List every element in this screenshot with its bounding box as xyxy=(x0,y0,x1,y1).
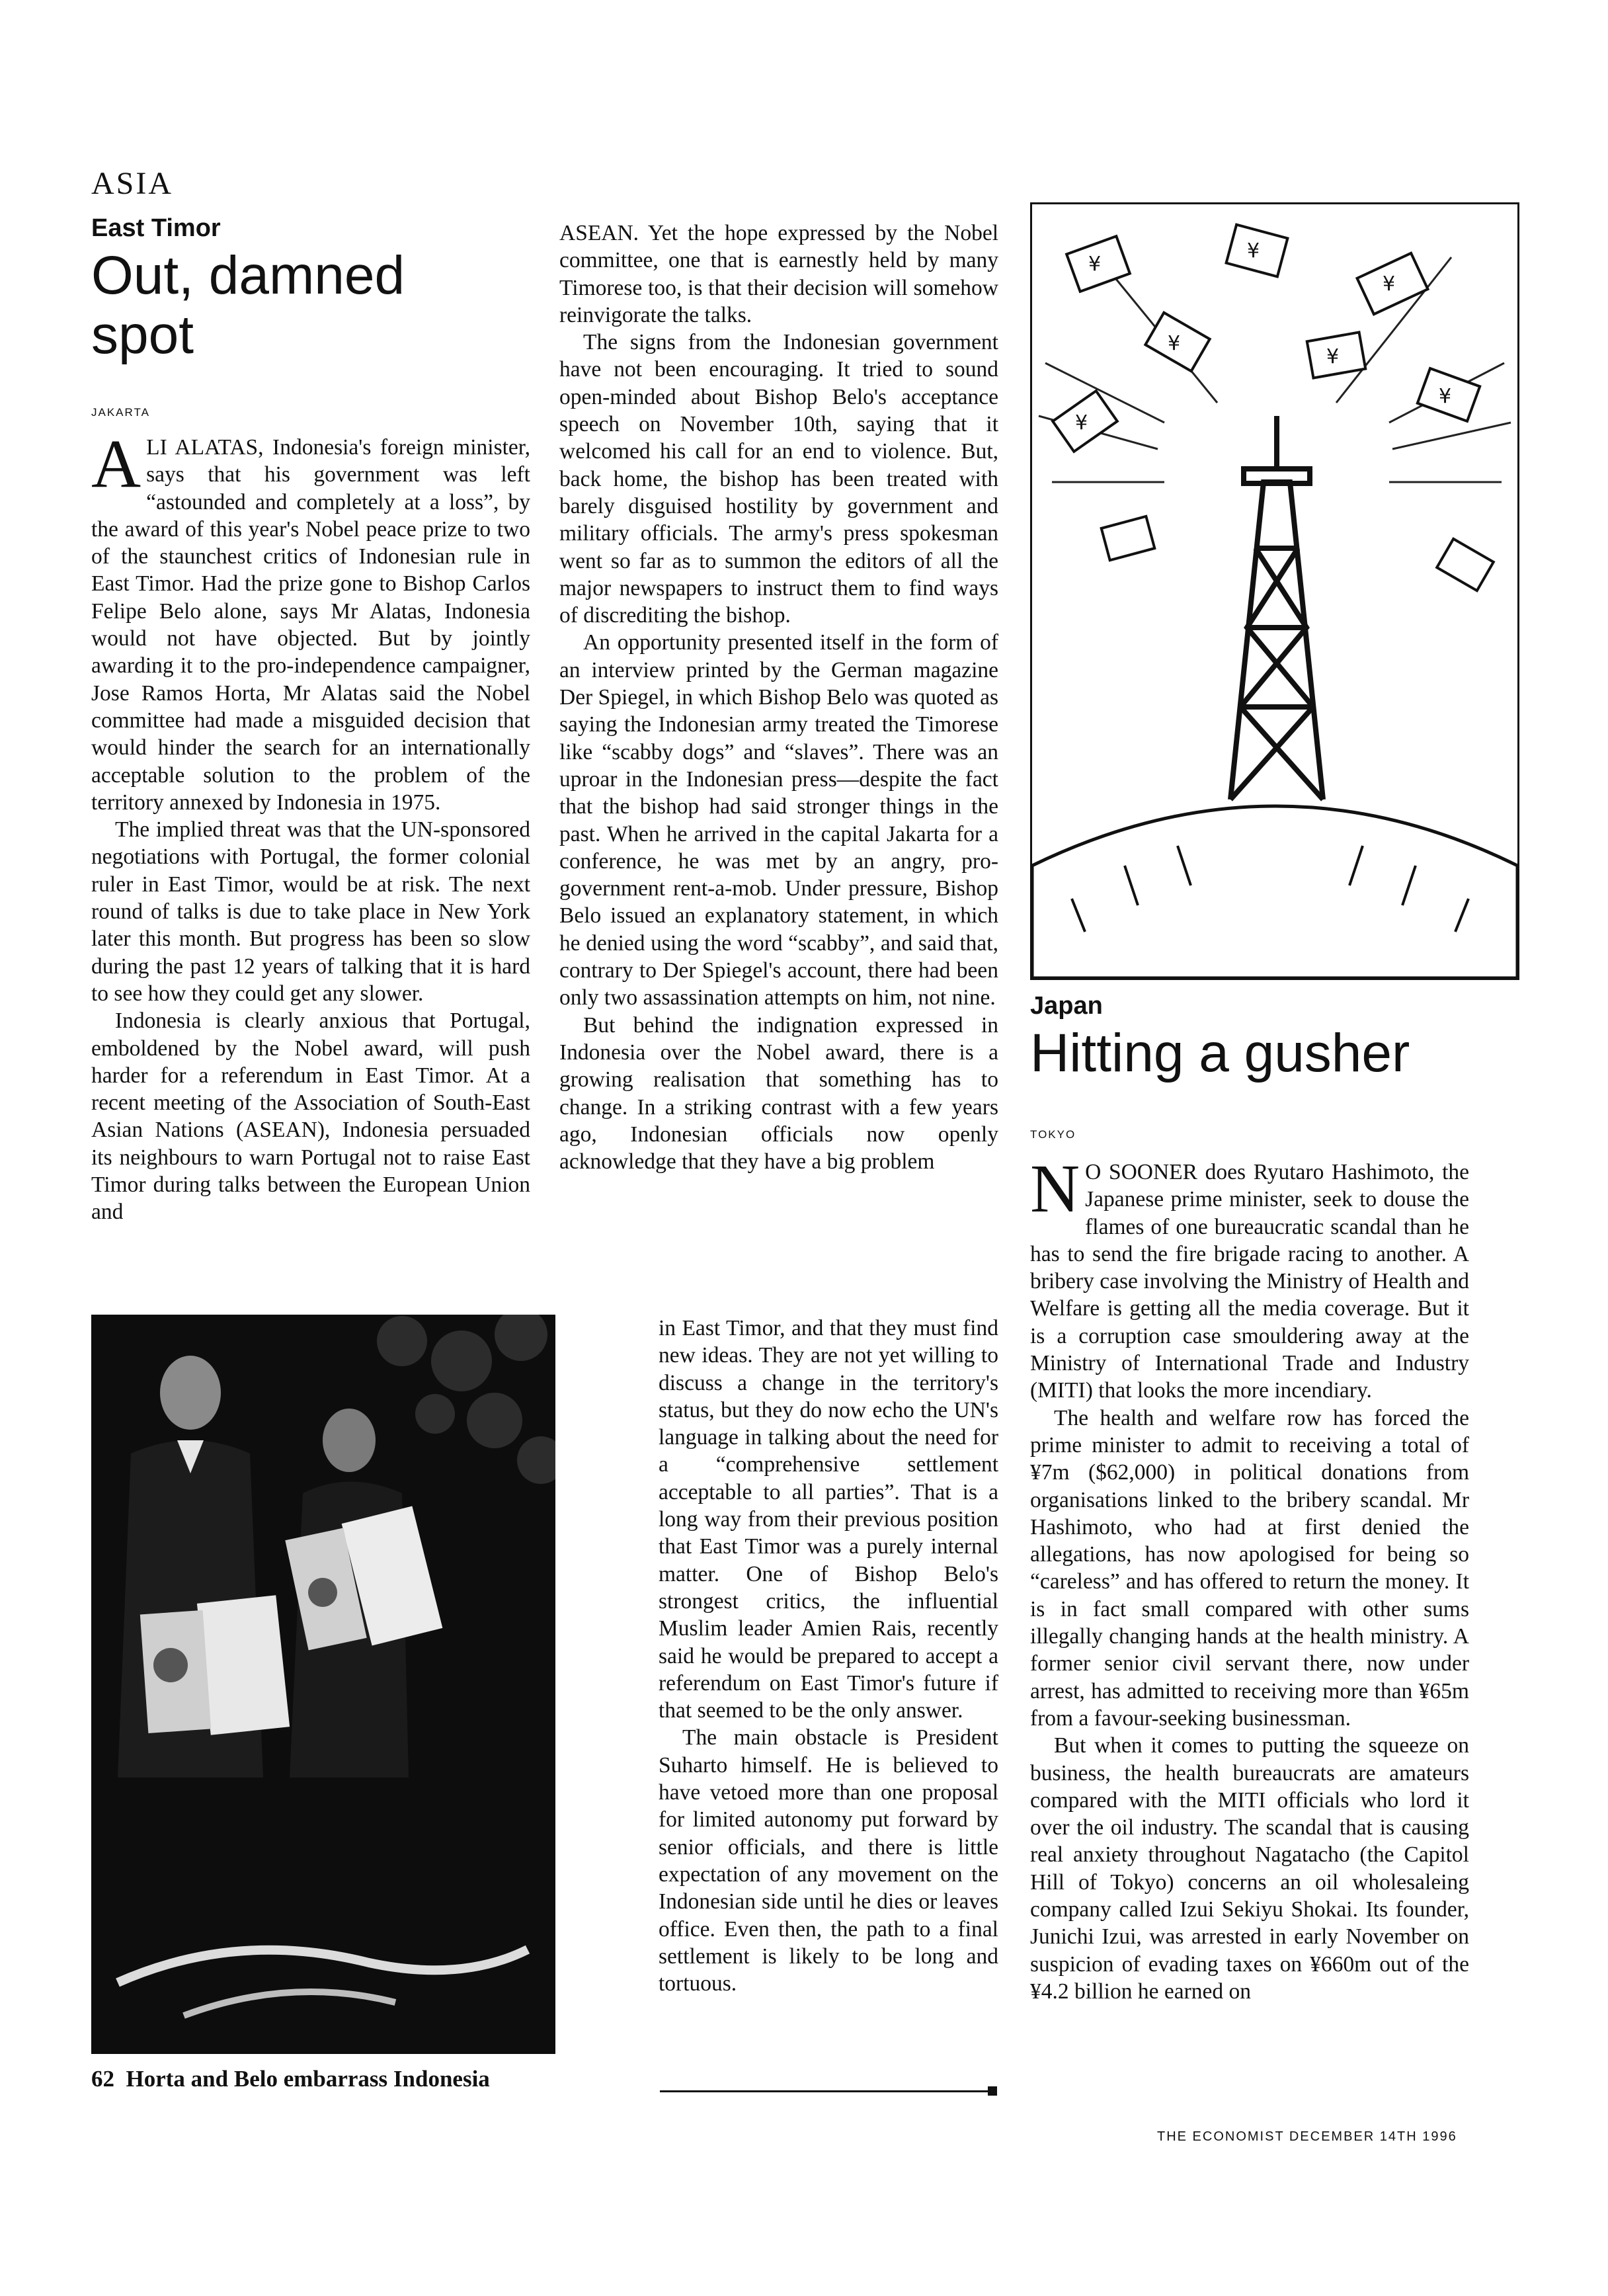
paragraph: ASEAN. Yet the hope expressed by the Nobel committee, one that is earnestly held by many Timorese too, is that their decision will somehow reinvigorate the talks. xyxy=(559,221,998,327)
photo-caption xyxy=(91,2066,490,2092)
section-heading: ASIA xyxy=(91,166,174,201)
article-headline: Hitting a gusher xyxy=(1030,1023,1410,1083)
photo-nobel-laureates xyxy=(91,1315,555,2054)
paragraph: ALI ALATAS, Indonesia's foreign minister, says that his government was left “astounded and completely at a loss”, by the award of this year's Nobel peace prize to two of the staunchest critics of Indonesian rule in East Timor. Had the prize gone to Bishop Carlos Felipe Belo alone, says Mr Alatas, Indonesia would not have objected. But by jointly awarding it to the pro-independence campaigner, Jose Ramos Horta, Mr Alatas said the Nobel committee had made a misguided decision that would hinder the search for an internationally acceptable solution to the problem of the territory annexed by Indonesia in 1975. xyxy=(91,426,530,815)
article-column-3 xyxy=(1030,1151,1469,2005)
article-headline: Out, damned spot xyxy=(91,245,405,366)
paragraph: NO SOONER does Ryutaro Hashimoto, the Japanese prime minister, seek to douse the flames of one bureaucratic scandal than he has to send the fire brigade racing to another. A bribery case involving the Ministry of Health and Welfare is getting all the media coverage. But it is a corruption case smouldering away at the Ministry of International Trade and Industry (MITI) that looks the more incendiary. xyxy=(1030,1151,1469,1403)
article-kicker: Japan xyxy=(1030,992,1103,1020)
paragraph: An opportunity presented itself in the form of an interview printed by the German magazine Der Spiegel, in which Bishop Belo was quoted as saying the Indonesian army treated the Timorese like “scabby dogs” and “slaves”. There was an uproar in the Indonesian press—despite the fact that the bishop had said stronger things in the past. When he arrived in the capital Jakarta for a conference, he was met by an angry, pro-government rent-a-mob. Under pressure, Bishop Belo issued an explanatory statement, in which he denied using the word “scabby”, and said that, contrary to Der Spiegel's account, there had been only two assassination attempts on him, not nine. xyxy=(559,630,998,1010)
paragraph: But when it comes to putting the squeeze on business, the health bureaucrats are amateurs compared with the MITI officials who lord it over the oil industry. The scandal that is causing real anxiety throughout Nagatacho (the Capitol Hill of Tokyo) concerns an oil wholesaleing company called Izui Sekiyu Shokai. Its founder, Junichi Izui, was arrested in early November on suspicion of evading taxes on ¥660m out of the ¥4.2 billion he earned on xyxy=(1030,1733,1469,2004)
cartoon-oil-derrick-money xyxy=(1030,202,1519,980)
yen-glyph: ¥ xyxy=(1075,411,1088,434)
dateline: TOKYO xyxy=(1030,1128,1076,1141)
paragraph: The health and welfare row has forced the prime minister to admit to receiving a total of ¥7m ($62,000) in political donations from organisations linked to the bribery scandal. Mr Hashimoto, who had at first denied the allegations, has now apologised for being so “careless” and has offered to return the money. It is in fact small compared with other sums illegally changing hands at the health ministry. A former senior civil servant there, now under arrest, has admitted to receiving more than ¥65m from a favour-seeking businessman. xyxy=(1030,1405,1469,1731)
article-kicker: East Timor xyxy=(91,214,221,242)
end-mark-icon xyxy=(988,2086,997,2096)
end-rule xyxy=(660,2090,990,2092)
yen-glyph: ¥ xyxy=(1439,385,1452,408)
paragraph: in East Timor, and that they must find new ideas. They are not yet willing to discuss a change in the territory's status, but they do now echo the UN's language in talking about the need for a “comprehensive settlement acceptable to all parties”. That is a long way from their previous position that East Timor was a purely internal matter. One of Bishop Belo's strongest critics, the influential Muslim leader Amien Rais, recently said he would be prepared to accept a referendum on East Timor's future if that seemed to be the only answer. xyxy=(659,1316,998,1723)
yen-glyph: ¥ xyxy=(1383,272,1396,296)
dateline: JAKARTA xyxy=(91,406,150,419)
yen-glyph: ¥ xyxy=(1247,239,1260,263)
paragraph: The signs from the Indonesian government have not been encouraging. It tried to sound open-minded about Bishop Belo's acceptance speech on November 10th, saying that it welcomed his call for an end to violence. But, back home, the bishop has been treated with barely disguised hostility by government and military officials. The army's press spokesman went so far as to summon the editors of all the major newspapers to instruct them to find ways of discrediting the bishop. xyxy=(559,330,998,628)
article-column-2 xyxy=(559,220,998,1175)
paragraph: The main obstacle is President Suharto himself. He is believed to have vetoed more than one proposal for limited autonomy put forward by senior officials, and there is little expectation of any movement on the Indonesian side until he dies or leaves office. Even then, the path to a final settlement is likely to be long and tortuous. xyxy=(659,1725,998,1996)
caption-text: Horta and Belo embarrass Indonesia xyxy=(126,2066,490,2092)
yen-glyph: ¥ xyxy=(1088,253,1102,276)
paragraph: The implied threat was that the UN-sponsored negotiations with Portugal, the former colonial ruler in East Timor, would be at risk. The next round of talks is due to take place in New York later this month. But progress has been so slow during the past 12 years of talking that it is hard to see how they could get any slower. xyxy=(91,817,530,1006)
yen-glyph: ¥ xyxy=(1326,345,1340,368)
yen-glyph: ¥ xyxy=(1168,332,1181,355)
article-column-1 xyxy=(91,426,530,1226)
page-number: 62 xyxy=(91,2066,114,2092)
paragraph: But behind the indignation expressed in Indonesia over the Nobel award, there is a growing realisation that something has to change. In a striking contrast with a few years ago, Indonesian officials now openly acknowledge that they have a big problem xyxy=(559,1012,998,1174)
footer-issue-date: THE ECONOMIST DECEMBER 14TH 1996 xyxy=(1157,2129,1457,2144)
article-column-2b xyxy=(659,1315,998,1997)
paragraph: Indonesia is clearly anxious that Portugal, emboldened by the Nobel award, will push harder for a referendum in East Timor. At a recent meeting of the Association of South-East Asian Nations (ASEAN), Indonesia persuaded its neighbours to warn Portugal not to raise East Timor during talks between the European Union and xyxy=(91,1008,530,1225)
